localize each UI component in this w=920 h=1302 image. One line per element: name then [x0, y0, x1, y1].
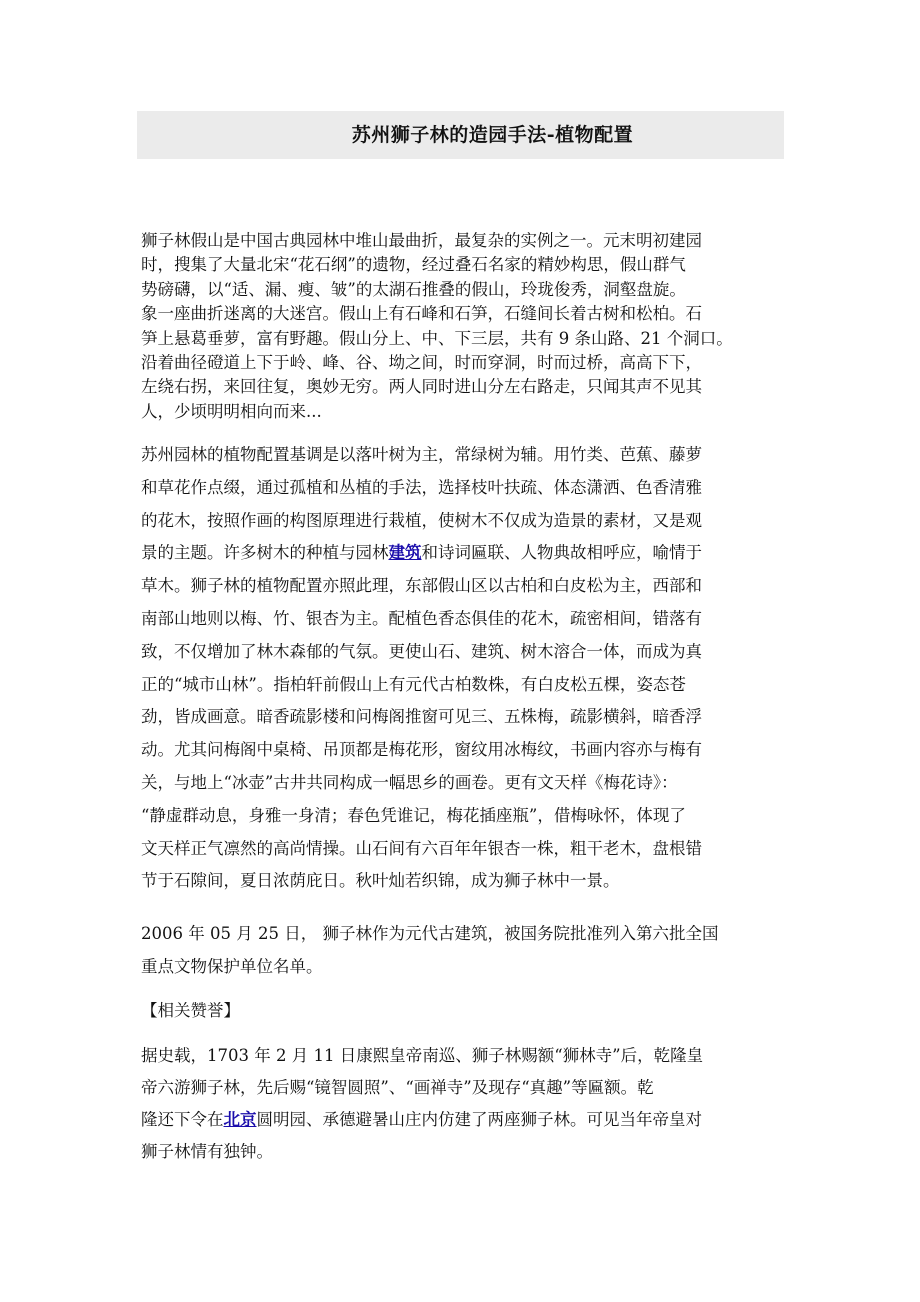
text-line: 沿着曲径磴道上下于岭、峰、谷、坳之间，时而穿洞，时而过桥，高高下下，	[141, 353, 702, 373]
text-line: 象一座曲折迷离的大迷宫。假山上有石峰和石笋，石缝间长着古树和松柏。石	[141, 304, 702, 324]
text-line: 势磅礴，以“适、漏、瘦、皱”的太湖石推叠的假山，玲珑俊秀，洞壑盘旋。	[141, 279, 686, 299]
text-line: 人，少顷明明相向而来...	[141, 401, 322, 421]
text-segment: 和诗词匾联、人物典故相呼应，喻情于	[421, 543, 702, 563]
text-line: 正的“城市山林”。指柏轩前假山上有元代古柏数株，有白皮松五棵，姿态苍	[141, 674, 686, 694]
text-line: 时，搜集了大量北宋“花石纲”的遗物，经过叠石名家的精妙构思，假山群气	[141, 255, 686, 275]
paragraph-heritage	[141, 918, 718, 983]
text-line: 和草花作点缀，通过孤植和丛植的手法，选择枝叶扶疏、体态潇洒、色香清雅	[141, 477, 702, 497]
text-line: 2006 年 05 月 25 日， 狮子林作为元代古建筑，被国务院批准列入第六批全国	[141, 924, 719, 943]
text-line	[141, 537, 702, 570]
text-line: 据史载，1703 年 2 月 11 日康熙皇帝南巡、狮子林赐额“狮林寺”后，乾隆皇	[141, 1046, 704, 1065]
link-beijing[interactable]: 北京	[223, 1110, 257, 1129]
text-line: 的花木，按照作画的构图原理进行栽植，使树木不仅成为造景的素材，又是观	[141, 510, 702, 530]
text-line: 左绕右拐，来回往复，奥妙无穷。两人同时进山分左右路走，只闻其声不见其	[141, 377, 702, 397]
page-title: 苏州狮子林的造园手法-植物配置	[351, 124, 634, 146]
text-line: “静虚群动息，身雅一身清；春色凭谁记，梅花插座瓶”，借梅咏怀，体现了	[141, 805, 686, 825]
text-line: 狮子林假山是中国古典园林中堆山最曲折，最复杂的实例之一。元末明初建园	[141, 231, 702, 250]
text-line: 节于石隙间，夏日浓荫庇日。秋叶灿若织锦，成为狮子林中一景。	[141, 871, 620, 891]
text-line: 致，不仅增加了林木森郁的气氛。更使山石、建筑、树木溶合一体，而成为真	[141, 641, 702, 661]
paragraph-plants	[141, 439, 702, 898]
text-line: 重点文物保护单位名单。	[141, 956, 323, 976]
text-line: 文天样正气凛然的高尚情操。山石间有六百年年银杏一株，粗干老木，盘根错	[141, 838, 702, 858]
text-line: 笋上悬葛垂萝，富有野趣。假山分上、中、下三层，共有 9 条山路、21 个洞口。	[141, 328, 733, 348]
text-line: 苏州园林的植物配置基调是以落叶树为主，常绿树为辅。用竹类、芭蕉、藤萝	[141, 445, 702, 464]
text-line: 劲，皆成画意。暗香疏影楼和问梅阁推窗可见三、五株梅，疏影横斜，暗香浮	[141, 707, 702, 727]
paragraph-rockery	[141, 229, 733, 424]
section-heading-praise	[141, 995, 240, 1027]
text-line: 草木。狮子林的植物配置亦照此理，东部假山区以古柏和白皮松为主，西部和	[141, 576, 702, 596]
text-line	[141, 1104, 703, 1136]
link-architecture[interactable]: 建筑	[388, 543, 422, 563]
text-line: 南部山地则以梅、竹、银杏为主。配植色香态俱佳的花木，疏密相间，错落有	[141, 608, 702, 628]
text-line: 动。尤其问梅阁中桌椅、吊顶都是梅花形，窗纹用冰梅纹，书画内容亦与梅有	[141, 740, 702, 760]
title-bar	[137, 111, 784, 159]
text-line: 帝六游狮子林，先后赐“镜智圆照”、“画禅寺”及现存“真趣”等匾额。乾	[141, 1078, 654, 1097]
text-segment: 圆明园、承德避暑山庄内仿建了两座狮子林。可见当年帝皇对	[256, 1110, 702, 1129]
text-segment: 隆还下令在	[141, 1110, 224, 1129]
text-line: 狮子林情有独钟。	[141, 1142, 273, 1161]
text-segment: 景的主题。许多树木的种植与园林	[141, 543, 389, 563]
text-line: 关，与地上“冰壶”古井共同构成一幅思乡的画卷。更有文天样《梅花诗》：	[141, 772, 678, 792]
paragraph-history	[141, 1040, 703, 1168]
text-line: 【相关赞誉】	[141, 1001, 240, 1020]
